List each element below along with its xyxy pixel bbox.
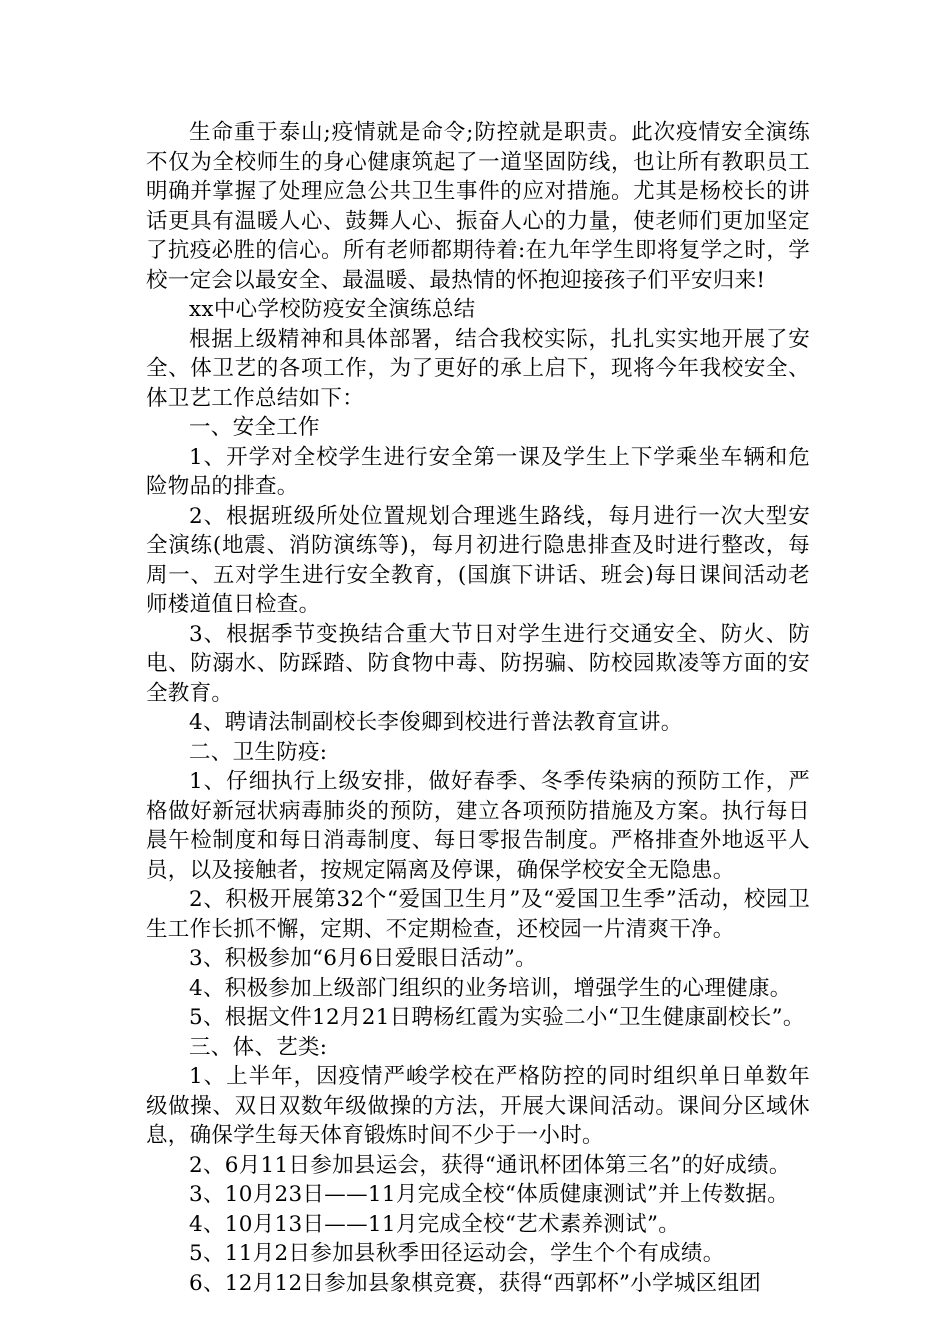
list-item-safety-4: 4、聘请法制副校长李俊卿到校进行普法教育宣讲。: [189, 710, 683, 735]
list-item-sports-5: 5、11月2日参加县秋季田径运动会，学生个个有成绩。: [189, 1241, 725, 1266]
list-item-sports-4: 4、10月13日——11月完成全校“艺术素养测试”。: [189, 1211, 681, 1237]
list-item-health-2: 2、积极开展第32个“爱国卫生月”及“爱国卫生季”活动，校园卫生工作长抓不懈，定期、不定期检查，还校园一片清爽干净。: [146, 887, 810, 942]
paragraph-overview: 根据上级精神和具体部署，结合我校实际，扎扎实实地开展了安全、体卫艺的各项工作，为了更好的承上启下，现将今年我校安全、体卫艺工作总结如下：: [146, 326, 810, 411]
list-item-health-4: 4、积极参加上级部门组织的业务培训，增强学生的心理健康。: [189, 975, 792, 1001]
section-title: xx中心学校防疫安全演练总结: [189, 297, 476, 322]
list-item-health-5: 5、根据文件12月21日聘杨红霞为实验二小“卫生健康副校长”。: [189, 1005, 805, 1030]
list-item-safety-3: 3、根据季节变换结合重大节日对学生进行交通安全、防火、防电、防溺水、防踩踏、防食物中毒、防拐骗、防校园欺凌等方面的安全教育。: [146, 621, 810, 706]
list-item-health-3: 3、积极参加“6月6日爱眼日活动”。: [189, 946, 537, 971]
list-item-safety-1: 1、开学对全校学生进行安全第一课及学生上下学乘坐车辆和危险物品的排查。: [146, 444, 810, 499]
list-item-sports-1: 1、上半年，因疫情严峻学校在严格防控的同时组织单日单数年级做操、双日双数年级做操的方法，开展大课间活动。课间分区域休息，确保学生每天体育锻炼时间不少于一小时。: [146, 1064, 810, 1148]
heading-health-prevention: 二、卫生防疫:: [189, 739, 328, 765]
heading-sports-arts: 三、体、艺类:: [189, 1034, 328, 1060]
document-body: [146, 118, 810, 1298]
list-item-safety-2: 2、根据班级所处位置规划合理逃生路线，每月进行一次大型安全演练(地震、消防演练等)，每月初进行隐患排查及时进行整改，每周一、五对学生进行安全教育，(国旗下讲话、班会)每日课间活动老师楼道值日检查。: [146, 503, 810, 617]
heading-safety-work: 一、安全工作: [189, 415, 320, 440]
list-item-sports-2: 2、6月11日参加县运会，获得“通讯杯团体第三名”的好成绩。: [189, 1152, 791, 1178]
list-item-sports-6: 6、12月12日参加县象棋竞赛，获得“西郭杯”小学城区组团: [189, 1270, 762, 1296]
list-item-sports-3: 3、10月23日——11月完成全校“体质健康测试”并上传数据。: [189, 1182, 790, 1207]
list-item-health-1: 1、仔细执行上级安排，做好春季、冬季传染病的预防工作，严格做好新冠状病毒肺炎的预防，建立各项预防措施及方案。执行每日晨午检制度和每日消毒制度、每日零报告制度。严格排查外地返平人员，以及接触者，按规定隔离及停课，确保学校安全无隐患。: [146, 769, 810, 883]
paragraph-intro-closing: 生命重于泰山;疫情就是命令;防控就是职责。此次疫情安全演练不仅为全校师生的身心健康筑起了一道坚固防线，也让所有教职员工明确并掌握了处理应急公共卫生事件的应对措施。尤其是杨校长的讲话更具有温暖人心、鼓舞人心、振奋人心的力量，使老师们更加坚定了抗疫必胜的信心。所有老师都期待着:在九年学生即将复学之时，学校一定会以最安全、最温暖、最热情的怀抱迎接孩子们平安归来!: [146, 120, 810, 293]
